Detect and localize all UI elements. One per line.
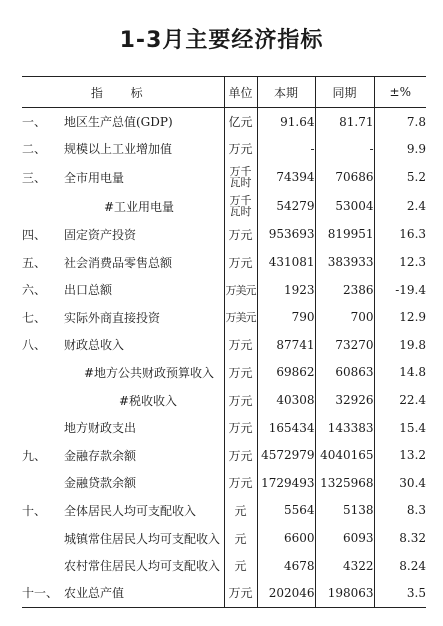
row-current-value: 4572979 [257, 441, 315, 469]
row-change-percent: 7.8 [374, 108, 426, 136]
row-previous-value: 81.71 [315, 108, 374, 136]
row-unit-text: 亿元 [228, 115, 253, 130]
table-row [22, 192, 426, 221]
row-indicator-name: 社会消费品零售总额 [64, 255, 173, 270]
row-previous-value: - [315, 135, 374, 163]
row-section [22, 552, 64, 580]
row-section [22, 414, 64, 442]
row-unit-text: 万千 瓦时 [229, 165, 252, 190]
row-unit-text: 万元 [228, 421, 253, 436]
row-indicator-name: 全体居民人均可支配收入 [64, 503, 197, 518]
row-current-value: 54279 [257, 192, 315, 221]
row-indicator-name: #地方公共财政预算收入 [84, 365, 215, 380]
row-indicator-name: 固定资产投资 [64, 227, 137, 242]
table-body [22, 108, 426, 608]
row-current-value: 91.64 [257, 108, 315, 136]
row-current-value: 1923 [257, 276, 315, 304]
row-current-value: 4678 [257, 552, 315, 580]
row-unit-text: 万美元 [225, 311, 256, 325]
row-indicator-name: 农村常住居民人均可支配收入 [64, 559, 221, 574]
row-unit [224, 441, 257, 469]
row-unit [224, 552, 257, 580]
row-indicator-name: 规模以上工业增加值 [64, 142, 173, 157]
table-row [22, 524, 426, 552]
row-unit [224, 414, 257, 442]
row-section [22, 524, 64, 552]
row-unit [224, 248, 257, 276]
row-previous-value: 6093 [315, 524, 374, 552]
table-row [22, 135, 426, 163]
row-unit-text: 万元 [228, 365, 253, 380]
table-row [22, 579, 426, 607]
row-current-value: 6600 [257, 524, 315, 552]
header-indicator: 指 标 [22, 77, 224, 108]
table-header-row [22, 77, 426, 108]
row-change-percent: 8.3 [374, 497, 426, 525]
row-unit [224, 163, 257, 192]
table-row [22, 414, 426, 442]
table-row [22, 108, 426, 136]
row-unit [224, 524, 257, 552]
row-current-value: 431081 [257, 248, 315, 276]
row-unit [224, 331, 257, 359]
row-section: 四、 [22, 227, 47, 242]
row-indicator-name: 地方财政支出 [64, 421, 137, 436]
row-unit-text: 万元 [228, 227, 253, 242]
row-previous-value: 32926 [315, 386, 374, 414]
table-row [22, 386, 426, 414]
row-unit [224, 497, 257, 525]
table-row [22, 552, 426, 580]
row-unit [224, 221, 257, 249]
table-row [22, 497, 426, 525]
row-unit [224, 579, 257, 607]
row-unit-text: 万千 瓦时 [229, 194, 252, 219]
row-indicator-name: 地区生产总值(GDP) [64, 115, 173, 130]
row-previous-value: 73270 [315, 331, 374, 359]
row-previous-value: 2386 [315, 276, 374, 304]
row-unit-text: 万元 [228, 448, 253, 463]
row-section [22, 469, 64, 497]
row-previous-value: 700 [315, 303, 374, 331]
row-previous-value: 383933 [315, 248, 374, 276]
row-change-percent: 12.3 [374, 248, 426, 276]
row-current-value: - [257, 135, 315, 163]
row-current-value: 1729493 [257, 469, 315, 497]
row-section: 七、 [22, 310, 47, 325]
row-unit-text: 万元 [228, 476, 253, 491]
row-current-value: 953693 [257, 221, 315, 249]
row-indicator-name: 金融存款余额 [64, 448, 137, 463]
page-title: 1-3月主要经济指标 [119, 28, 324, 53]
row-unit [224, 359, 257, 387]
table-row [22, 248, 426, 276]
row-unit-text: 万元 [228, 338, 253, 353]
row-section: 一、 [22, 115, 47, 130]
row-change-percent: -19.4 [374, 276, 426, 304]
table-row [22, 163, 426, 192]
row-current-value: 69862 [257, 359, 315, 387]
row-previous-value: 1325968 [315, 469, 374, 497]
row-indicator-name: 农业总产值 [64, 579, 224, 607]
row-unit-text: 万美元 [225, 283, 256, 297]
row-unit [224, 135, 257, 163]
row-current-value: 5564 [257, 497, 315, 525]
row-change-percent: 3.5 [374, 579, 426, 607]
row-indicator-name: 出口总额 [64, 283, 113, 298]
row-indicator-name: 全市用电量 [64, 170, 125, 185]
row-previous-value: 143383 [315, 414, 374, 442]
row-previous-value: 819951 [315, 221, 374, 249]
row-unit-text: 万元 [228, 393, 253, 408]
header-unit: 单位 [224, 77, 257, 108]
row-indicator-name: 金融贷款余额 [64, 476, 137, 491]
row-unit-text: 元 [234, 559, 247, 574]
table-row [22, 303, 426, 331]
row-unit [224, 108, 257, 136]
row-indicator-name: 城镇常住居民人均可支配收入 [64, 531, 221, 546]
table-row [22, 276, 426, 304]
row-current-value: 40308 [257, 386, 315, 414]
row-change-percent: 5.2 [374, 163, 426, 192]
header-previous: 同期 [315, 77, 374, 108]
row-change-percent: 14.8 [374, 359, 426, 387]
header-current: 本期 [257, 77, 315, 108]
row-change-percent: 8.32 [374, 524, 426, 552]
table-row [22, 441, 426, 469]
header-change: ±% [374, 77, 426, 108]
row-previous-value: 53004 [315, 192, 374, 221]
row-change-percent: 16.3 [374, 221, 426, 249]
row-previous-value: 60863 [315, 359, 374, 387]
row-section: 十、 [22, 503, 47, 518]
row-unit-text: 万元 [228, 586, 253, 601]
row-section: 五、 [22, 255, 47, 270]
row-change-percent: 15.4 [374, 414, 426, 442]
row-unit [224, 276, 257, 304]
row-current-value: 165434 [257, 414, 315, 442]
row-section [22, 192, 64, 221]
row-previous-value: 4322 [315, 552, 374, 580]
row-current-value: 790 [257, 303, 315, 331]
row-unit [224, 192, 257, 221]
row-section [22, 386, 64, 414]
row-change-percent: 2.4 [374, 192, 426, 221]
table-row [22, 359, 426, 387]
table-row [22, 469, 426, 497]
row-indicator-name: 实际外商直接投资 [64, 310, 161, 325]
row-previous-value: 198063 [315, 579, 374, 607]
row-unit-text: 元 [234, 531, 247, 546]
row-current-value: 202046 [257, 579, 315, 607]
row-change-percent: 9.9 [374, 135, 426, 163]
row-change-percent: 13.2 [374, 441, 426, 469]
row-section: 十一、 [22, 579, 64, 607]
table-row [22, 221, 426, 249]
row-unit-text: 元 [234, 503, 247, 518]
table-row [22, 331, 426, 359]
row-section: 三、 [22, 170, 47, 185]
row-unit [224, 386, 257, 414]
row-unit [224, 469, 257, 497]
row-section: 八、 [22, 338, 47, 353]
row-change-percent: 30.4 [374, 469, 426, 497]
row-change-percent: 12.9 [374, 303, 426, 331]
row-indicator-name: #工业用电量 [104, 199, 175, 214]
indicators-table [22, 76, 426, 608]
row-unit [224, 303, 257, 331]
row-unit-text: 万元 [228, 255, 253, 270]
row-change-percent: 19.8 [374, 331, 426, 359]
row-section [22, 359, 64, 387]
row-change-percent: 8.24 [374, 552, 426, 580]
row-unit-text: 万元 [228, 142, 253, 157]
row-indicator-name: 财政总收入 [64, 338, 125, 353]
row-change-percent: 22.4 [374, 386, 426, 414]
row-previous-value: 5138 [315, 497, 374, 525]
row-section: 九、 [22, 448, 47, 463]
row-indicator-name: #税收收入 [119, 393, 178, 408]
row-section: 六、 [22, 283, 47, 298]
row-previous-value: 70686 [315, 163, 374, 192]
row-previous-value: 4040165 [315, 441, 374, 469]
row-current-value: 74394 [257, 163, 315, 192]
row-section: 二、 [22, 142, 47, 157]
row-current-value: 87741 [257, 331, 315, 359]
